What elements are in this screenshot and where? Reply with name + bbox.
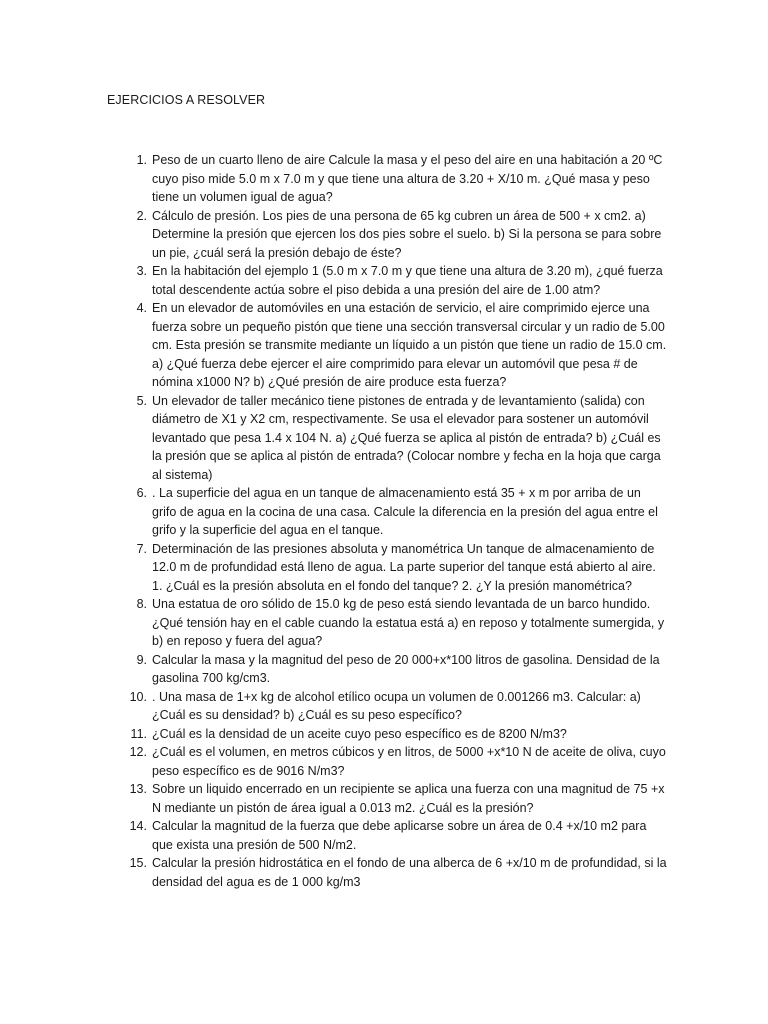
exercise-item [107, 743, 667, 780]
exercise-number: 12. [129, 745, 147, 759]
exercise-text: Cálculo de presión. Los pies de una persona de 65 kg cubren un área de 500 + x cm2. a) Determine la presión que ejercen los dos pies sobre el suelo. b) Si la persona se para sobre un pie, ¿cuál será la presión debajo de éste? [152, 208, 662, 260]
exercise-item [107, 595, 667, 651]
exercise-text: ¿Cuál es el volumen, en metros cúbicos y en litros, de 5000 +x*10 N de aceite de oliva, cuyo peso específico es de 9016 N/m3? [152, 745, 666, 778]
exercise-item [107, 817, 667, 854]
document-title: EJERCICIOS A RESOLVER [107, 93, 266, 107]
exercise-number: 9. [136, 652, 147, 667]
exercise-text: ¿Cuál es la densidad de un aceite cuyo peso específico es de 8200 N/m3? [152, 726, 567, 741]
exercise-item [107, 725, 667, 744]
exercise-item [107, 651, 667, 688]
exercise-text: . Una masa de 1+x kg de alcohol etílico ocupa un volumen de 0.001266 m3. Calcular: a) ¿Cuál es su densidad? b) ¿Cuál es su peso específico? [152, 689, 641, 722]
exercise-number: 13. [129, 782, 147, 796]
exercise-item [107, 484, 667, 540]
exercise-text: Calcular la masa y la magnitud del peso de 20 000+x*100 litros de gasolina. Densidad de la gasolina 700 kg/cm3. [152, 652, 660, 685]
exercise-item [107, 540, 667, 596]
exercise-number: 3. [136, 264, 147, 278]
exercise-item [107, 854, 667, 891]
exercise-number: 8. [136, 597, 147, 611]
exercise-number: 4. [136, 301, 147, 315]
exercise-number: 6. [136, 486, 147, 500]
exercise-number: 5. [136, 393, 147, 408]
exercise-text: Calcular la presión hidrostática en el fondo de una alberca de 6 +x/10 m de profundidad, si la densidad del agua es de 1 000 kg/m3 [152, 856, 667, 889]
exercise-text: Un elevador de taller mecánico tiene pistones de entrada y de levantamiento (salida) con diámetro de X1 y X2 cm, respectivamente. Se usa el elevador para sostener un automóvil levantado que pesa 1.4 x 104 N. a) ¿Qué fuerza se aplica al pistón de entrada? b) ¿Cuál es la presión que se aplica al pistón de entrada? (Colocar nombre y fecha en la hoja que carga al sistema) [152, 393, 661, 482]
exercise-number: 1. [136, 153, 147, 167]
exercise-number: 15. [129, 856, 147, 870]
exercise-item [107, 262, 667, 299]
exercise-text: En la habitación del ejemplo 1 (5.0 m x 7.0 m y que tiene una altura de 3.20 m), ¿qué fuerza total descendente actúa sobre el piso debida a una presión del aire de 1.00 atm? [152, 264, 663, 297]
exercise-item [107, 299, 667, 392]
exercise-item [107, 780, 667, 817]
exercise-number: 14. [129, 819, 147, 833]
exercise-number: 2. [136, 208, 147, 223]
exercise-list [107, 151, 667, 891]
exercise-text: Una estatua de oro sólido de 15.0 kg de peso está siendo levantada de un barco hundido. ¿Qué tensión hay en el cable cuando la estatua está a) en reposo y totalmente sumergida, y b) en reposo y fuera del agua? [152, 597, 665, 648]
exercise-text: Sobre un liquido encerrado en un recipiente se aplica una fuerza con una magnitud de 75 +x N mediante un pistón de área igual a 0.013 m2. ¿Cuál es la presión? [152, 782, 665, 815]
exercise-number: 11. [130, 726, 147, 741]
exercise-number: 7. [136, 541, 147, 556]
exercise-item [107, 207, 667, 263]
exercise-number: 10. [129, 689, 147, 704]
exercise-item [107, 688, 667, 725]
exercise-item [107, 392, 667, 485]
exercise-text: . La superficie del agua en un tanque de almacenamiento está 35 + x m por arriba de un grifo de agua en la cocina de una casa. Calcule la diferencia en la presión del agua entre el grifo y la superficie del agua en el tanque. [152, 486, 658, 537]
exercise-text: En un elevador de automóviles en una estación de servicio, el aire comprimido ejerce una fuerza sobre un pequeño pistón que tiene una sección transversal circular y un radio de 5.00 cm. Esta presión se transmite mediante un líquido a un pistón que tiene un radio de 15.0 cm. a) ¿Qué fuerza debe ejercer el aire comprimido para elevar un automóvil que pesa # de nómina x1000 N? b) ¿Qué presión de aire produce esta fuerza? [152, 301, 667, 389]
exercise-text: Calcular la magnitud de la fuerza que debe aplicarse sobre un área de 0.4 +x/10 m2 para que exista una presión de 500 N/m2. [152, 819, 647, 852]
exercise-text: Determinación de las presiones absoluta y manométrica Un tanque de almacenamiento de 12.0 m de profundidad está lleno de agua. La parte superior del tanque está abierto al aire. 1. ¿Cuál es la presión absoluta en el fondo del tanque? 2. ¿Y la presión manométrica? [152, 541, 656, 593]
exercise-item [107, 151, 667, 207]
exercise-text: Peso de un cuarto lleno de aire Calcule la masa y el peso del aire en una habitación a 20 ºC cuyo piso mide 5.0 m x 7.0 m y que tiene una altura de 3.20 + X/10 m. ¿Qué masa y peso tiene un volumen igual de agua? [152, 153, 663, 204]
